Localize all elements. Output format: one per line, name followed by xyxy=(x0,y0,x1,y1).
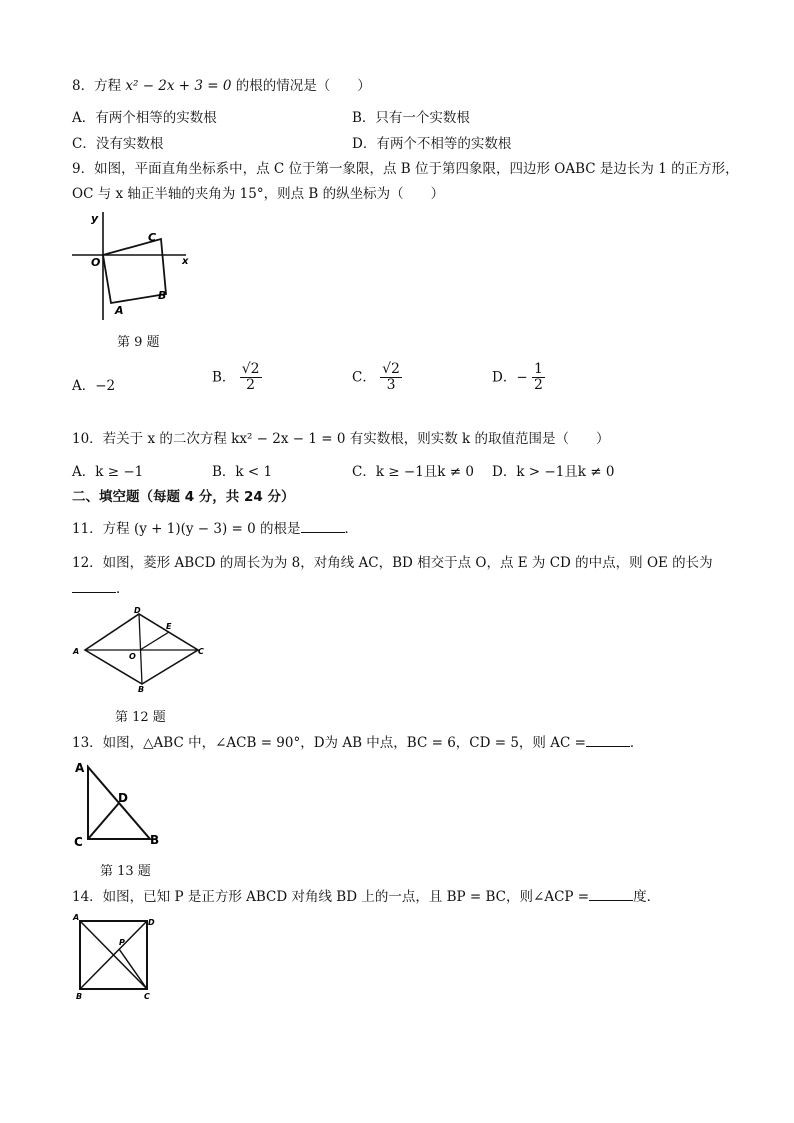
q12-figure xyxy=(70,606,210,694)
q8-stem-suffix: 的根的情况是（ ） xyxy=(231,78,371,94)
q9-option-b-den: 2 xyxy=(246,377,256,394)
q12-label-o: O xyxy=(129,652,136,661)
q8-option-d: D．有两个不相等的实数根 xyxy=(352,136,512,152)
q9-option-d-fraction xyxy=(532,362,545,394)
q8-option-a: A．有两个相等的实数根 xyxy=(72,110,217,126)
q9-option-b-num: √2 xyxy=(241,361,260,377)
q12-stem-line1: 12．如图，菱形 ABCD 的周长为为 8，对角线 AC，BD 相交于点 O，点 E 为 CD 的中点，则 OE 的长为 xyxy=(72,555,713,571)
q13-segment-cd xyxy=(88,803,119,839)
q9-option-c-fraction xyxy=(380,362,402,394)
section2-heading: 二、填空题（每题 4 分，共 24 分） xyxy=(72,489,295,505)
q13-label-d: D xyxy=(118,791,128,805)
q13-label-c: C xyxy=(74,835,83,849)
q9-square xyxy=(103,239,166,303)
q14-label-d: D xyxy=(148,918,155,927)
q11-stem xyxy=(72,517,358,537)
q9-label-a: A xyxy=(115,304,124,317)
q12-segment-oe xyxy=(140,632,169,650)
q10-option-c: C．k ≥ −1且k ≠ 0 xyxy=(352,464,474,480)
q9-label-x: x xyxy=(182,256,189,267)
q11-stem-end: ． xyxy=(344,521,359,537)
q12-label-b: B xyxy=(138,685,145,694)
q12-caption: 第 12 题 xyxy=(115,710,166,725)
q9-option-b-fraction xyxy=(240,362,262,394)
q8-stem xyxy=(72,74,371,94)
q13-label-b: B xyxy=(150,833,160,847)
q8-equation: x² − 2x + 3 = 0 xyxy=(125,78,232,94)
q9-label-o: O xyxy=(91,256,101,269)
q12-answer-blank[interactable] xyxy=(72,580,116,593)
q12-label-c: C xyxy=(198,647,204,656)
q14-stem-end: 度． xyxy=(633,889,661,905)
q10-option-b: B．k < 1 xyxy=(212,464,273,480)
q12-label-a: A xyxy=(73,647,80,656)
q10-option-d: D．k > −1且k ≠ 0 xyxy=(492,464,615,480)
q9-option-c-prefix: C． xyxy=(352,369,376,386)
q9-option-b xyxy=(212,362,262,394)
q10-stem: 10．若关于 x 的二次方程 kx² − 2x − 1 = 0 有实数根，则实数 k 的取值范围是（ ） xyxy=(72,431,610,447)
q14-stem xyxy=(72,885,660,905)
q11-answer-blank[interactable] xyxy=(301,520,345,533)
q13-label-a: A xyxy=(75,761,85,775)
q9-option-c xyxy=(352,362,402,394)
q9-label-y: y xyxy=(91,212,99,225)
q9-stem-line1: 9．如图，平面直角坐标系中，点 C 位于第一象限，点 B 位于第四象限，四边形 OABC 是边长为 1 的正方形， xyxy=(72,161,739,177)
q9-label-c: C xyxy=(148,231,157,244)
q14-segment-cp xyxy=(119,949,147,989)
q9-figure xyxy=(70,208,200,323)
q12-label-e: E xyxy=(166,622,172,631)
q9-option-b-prefix: B． xyxy=(212,369,236,386)
q9-caption: 第 9 题 xyxy=(117,335,160,350)
q13-stem-end: ． xyxy=(629,735,644,751)
q14-label-a: A xyxy=(73,913,80,922)
q14-label-p: P xyxy=(119,938,125,947)
q9-option-c-den: 3 xyxy=(386,377,396,394)
q9-option-d-num: 1 xyxy=(533,361,543,377)
q9-option-d-prefix: D．− xyxy=(492,369,528,386)
q14-stem-text: 14．如图，已知 P 是正方形 ABCD 对角线 BD 上的一点，且 BP = BC，则∠ACP = xyxy=(72,889,590,905)
q9-label-b: B xyxy=(158,289,167,302)
q9-option-d-den: 2 xyxy=(533,377,543,394)
q13-stem-text: 13．如图，△ABC 中，∠ACB = 90°，D为 AB 中点，BC = 6，CD = 5，则 AC = xyxy=(72,735,586,751)
q10-option-a: A．k ≥ −1 xyxy=(72,464,144,480)
q9-option-c-num: √2 xyxy=(382,361,400,377)
q14-figure xyxy=(70,911,160,1003)
q9-option-a: A．−2 xyxy=(72,378,116,394)
q8-option-c: C．没有实数根 xyxy=(72,136,164,152)
q13-figure xyxy=(70,757,170,849)
q11-stem-text: 11．方程 (y + 1)(y − 3) = 0 的根是 xyxy=(72,521,301,537)
q9-option-d xyxy=(492,362,545,394)
q13-stem xyxy=(72,731,643,751)
q14-label-c: C xyxy=(144,992,150,1001)
q13-caption: 第 13 题 xyxy=(100,864,151,879)
q8-stem-prefix: 8．方程 xyxy=(72,78,126,94)
q9-stem-line2: OC 与 x 轴正半轴的夹角为 15°，则点 B 的纵坐标为（ ） xyxy=(72,186,445,202)
q8-option-b: B．只有一个实数根 xyxy=(352,110,470,126)
q12-stem-line2 xyxy=(72,577,130,597)
q13-answer-blank[interactable] xyxy=(586,734,630,747)
q14-answer-blank[interactable] xyxy=(589,888,633,901)
q14-label-b: B xyxy=(76,992,83,1001)
q12-label-d: D xyxy=(134,606,141,615)
q12-stem-end: ． xyxy=(116,581,130,597)
